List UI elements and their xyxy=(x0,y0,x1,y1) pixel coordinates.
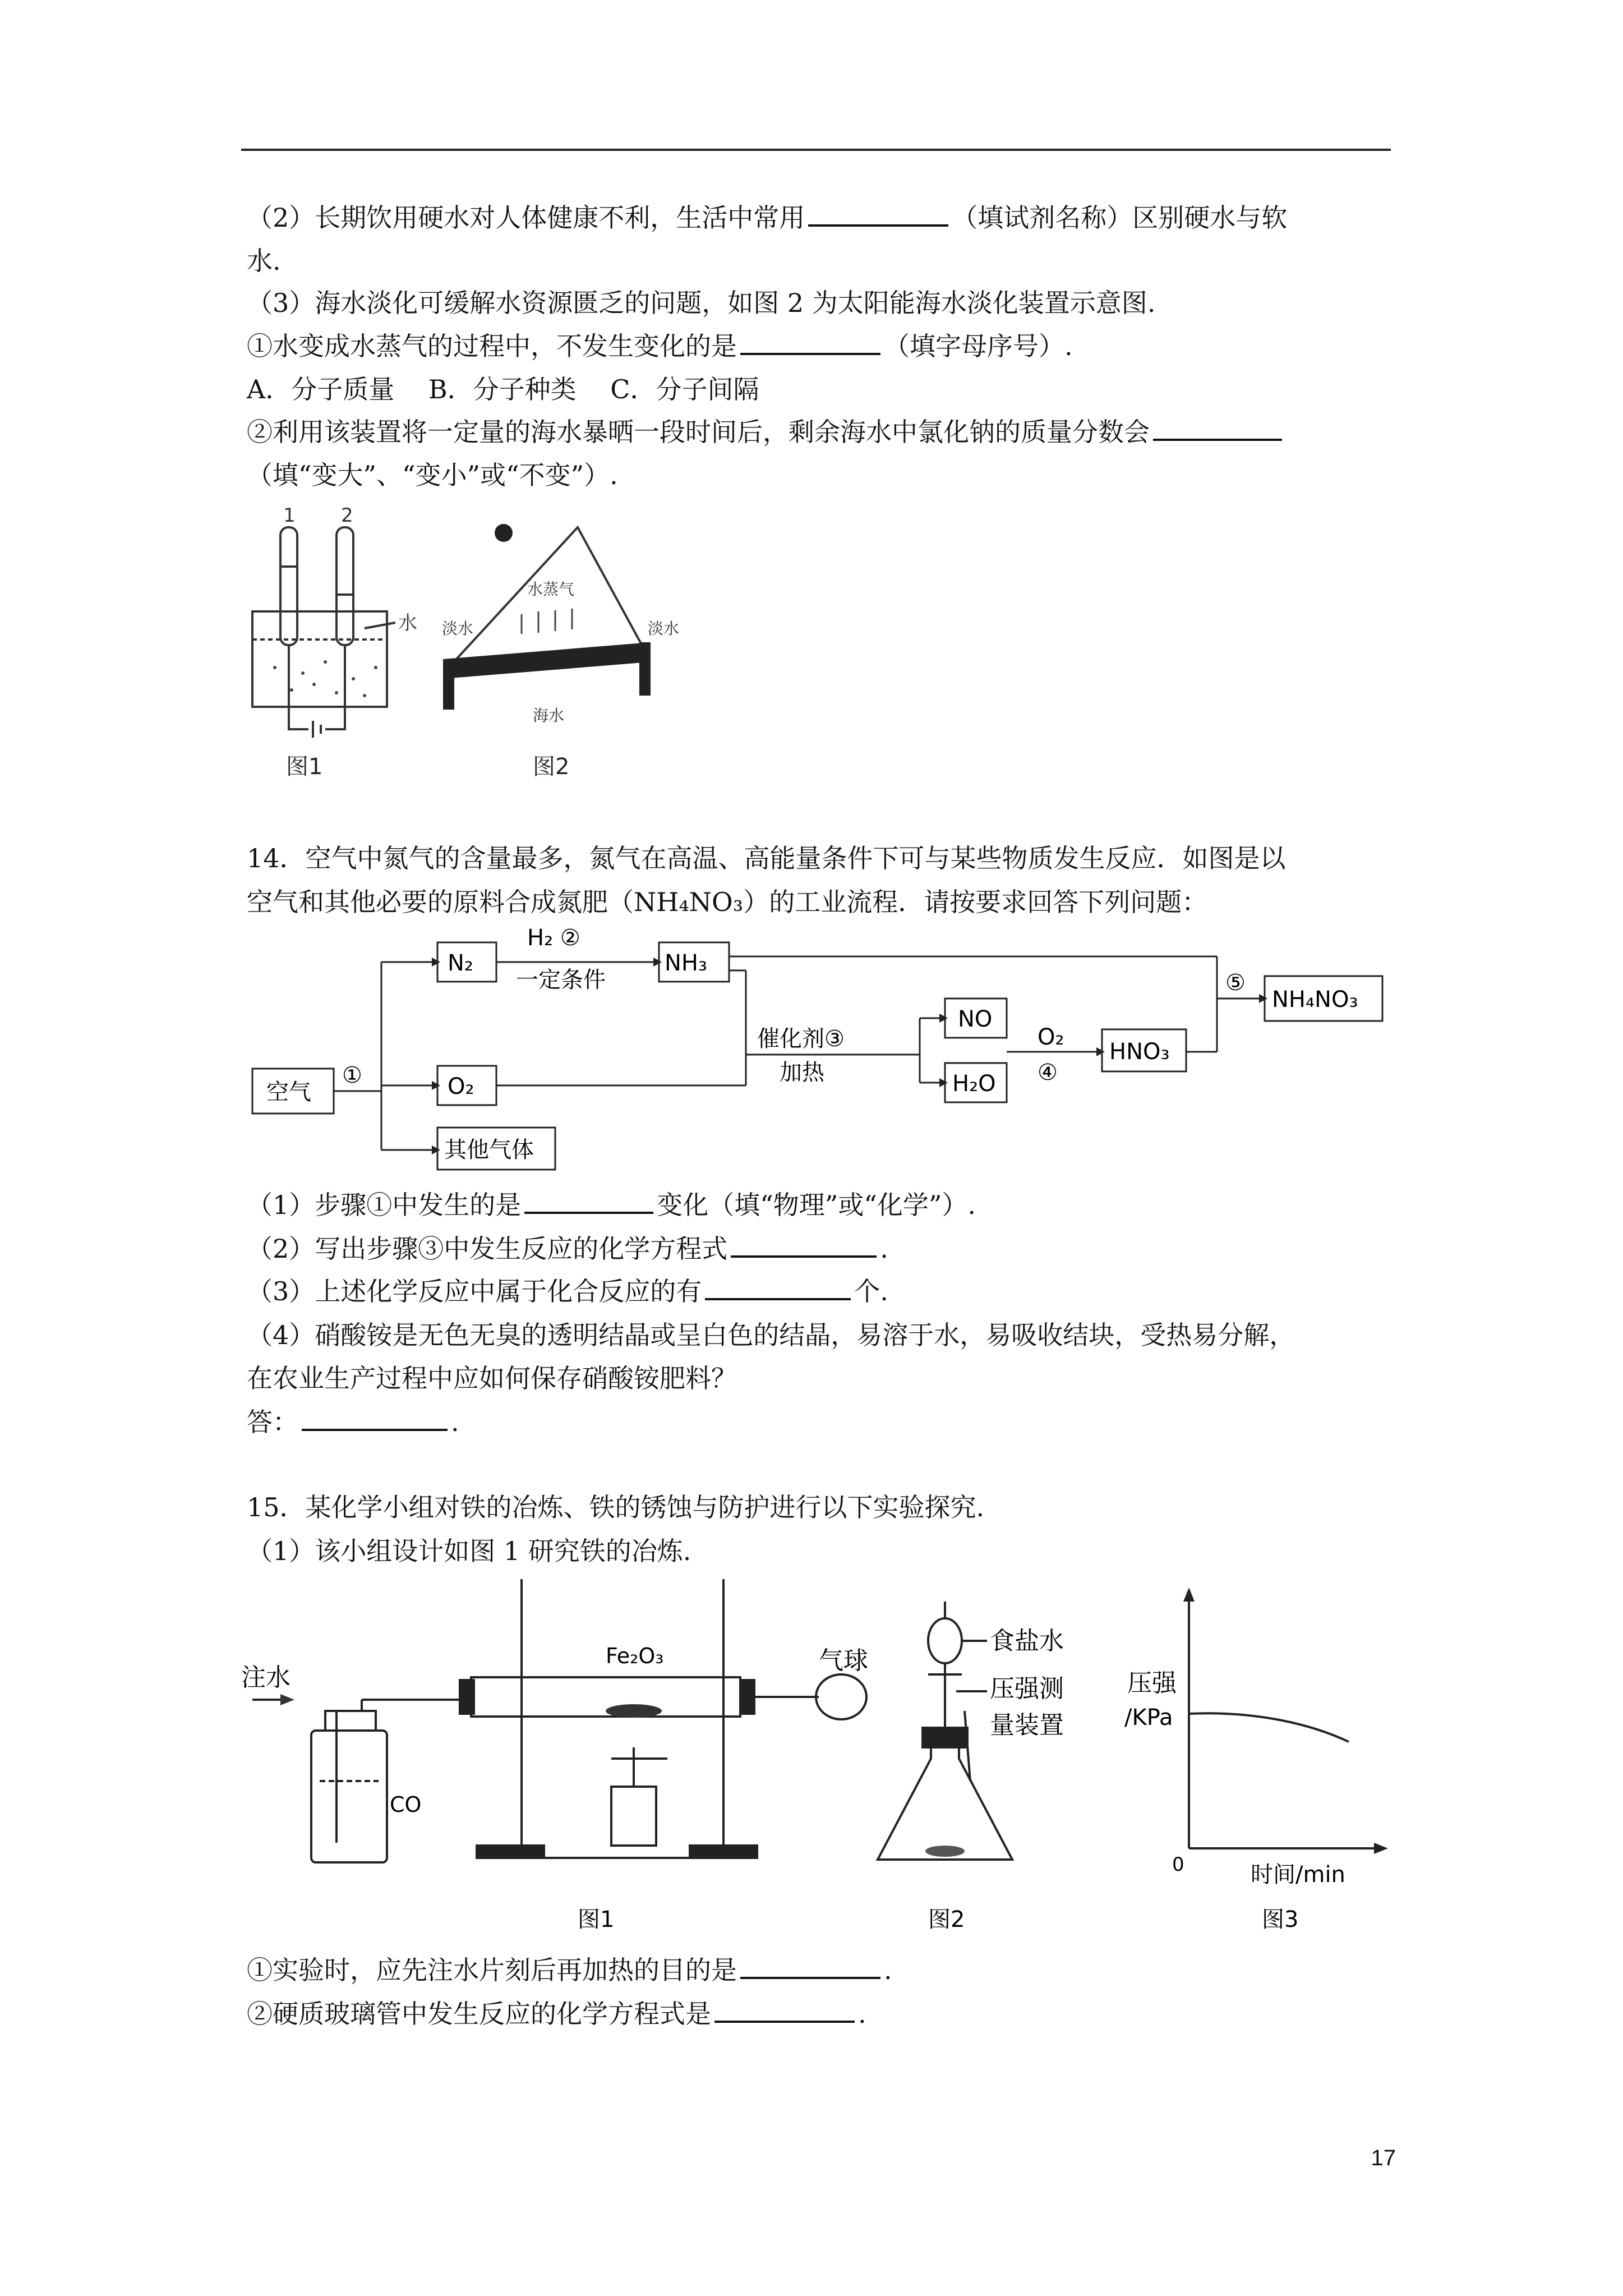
y-axis-label-1: 压强 xyxy=(1127,1669,1177,1697)
q15-stem: 15．某化学小组对铁的冶炼、铁的锈蚀与防护进行以下实验探究. xyxy=(247,1492,985,1522)
answer-blank[interactable] xyxy=(1153,416,1282,441)
flow-cond-2: 一定条件 xyxy=(516,967,606,993)
flow-hno3: HNO₃ xyxy=(1109,1039,1170,1065)
figure-2-label: 图2 xyxy=(533,754,570,780)
flow-step-4: ④ xyxy=(1038,1060,1058,1085)
q14-stem-2: 空气和其他必要的原料合成氮肥（NH₄NO₃）的工业流程．请按要求回答下列问题： xyxy=(247,887,1208,917)
q13-line-2: （2）长期饮用硬水对人体健康不利，生活中常用 （填试剂名称）区别硬水与软 xyxy=(247,203,1288,233)
answer-blank[interactable] xyxy=(714,1998,855,2023)
q14-stem-1: 14．空气中氮气的含量最多，氮气在高温、高能量条件下可与某些物质发生反应．如图是以 xyxy=(247,843,1286,873)
answer-blank[interactable] xyxy=(740,1954,880,1979)
answer-blank[interactable] xyxy=(302,1406,448,1431)
q13-sub-1: ①水变成水蒸气的过程中，不发生变化的是 （填字母序号）. xyxy=(247,331,1073,361)
q15-sub-2: ②硬质玻璃管中发生反应的化学方程式是 . xyxy=(247,1999,866,2029)
q13-options: A．分子质量 B．分子种类 C．分子间隔 xyxy=(247,374,759,404)
balloon-label: 气球 xyxy=(819,1646,868,1675)
flow-air: 空气 xyxy=(266,1079,311,1105)
tube-label-2: 2 xyxy=(341,505,353,527)
electrolysis-apparatus xyxy=(252,527,395,738)
smelting-apparatus xyxy=(252,1579,866,1862)
flow-o2: O₂ xyxy=(448,1074,474,1099)
y-axis-label-2: /KPa xyxy=(1124,1705,1173,1731)
figure-2-label: 图2 xyxy=(928,1907,965,1932)
fresh-water-left: 淡水 xyxy=(442,619,474,638)
q13-sub-2: ②利用该装置将一定量的海水暴晒一段时间后，剩余海水中氯化钠的质量分数会 xyxy=(247,415,1285,449)
q14-answer: 答： . xyxy=(247,1407,459,1437)
pressure-label-1: 压强测 xyxy=(990,1674,1064,1703)
header-rule xyxy=(241,149,1391,151)
q14-a2: （2）写出步骤③中发生反应的化学方程式 . xyxy=(247,1234,888,1264)
flow-n2: N₂ xyxy=(448,950,473,976)
fresh-water-right: 淡水 xyxy=(648,619,680,638)
answer-blank[interactable] xyxy=(524,1189,653,1214)
q13-figures xyxy=(241,505,735,797)
figure-3-label: 图3 xyxy=(1262,1907,1299,1932)
solar-desalination-apparatus xyxy=(443,524,651,710)
q13-sub-2-cont: （填“变大”、“变小”或“不变”）. xyxy=(247,460,618,490)
co-label: CO xyxy=(390,1792,422,1817)
flow-step-3: 催化剂③ xyxy=(757,1026,845,1052)
q14-flowchart xyxy=(241,920,1396,1200)
flow-step-5: ⑤ xyxy=(1225,970,1246,996)
pressure-graph xyxy=(1189,1596,1380,1848)
flow-o2-4: O₂ xyxy=(1038,1024,1064,1050)
flow-nh4no3: NH₄NO₃ xyxy=(1272,987,1358,1013)
answer-blank[interactable] xyxy=(740,330,880,355)
tube-label-1: 1 xyxy=(283,505,296,527)
q14-a3: （3）上述化学反应中属于化合反应的有 个. xyxy=(247,1276,888,1306)
flow-heat-3: 加热 xyxy=(780,1060,824,1085)
x-axis-label: 时间/min xyxy=(1251,1862,1345,1888)
vapor-label: 水蒸气 xyxy=(527,580,575,599)
inject-water-label: 注水 xyxy=(241,1663,291,1692)
figure-1-label: 图1 xyxy=(578,1907,615,1932)
fe2o3-label: Fe₂O₃ xyxy=(606,1644,664,1668)
flow-no: NO xyxy=(958,1006,993,1032)
figure-1-label: 图1 xyxy=(286,754,323,780)
flow-step-1: ① xyxy=(342,1062,362,1088)
flow-step-2: H₂ ② xyxy=(527,925,580,951)
q14-a4-cont: 在农业生产过程中应如何保存硝酸铵肥料？ xyxy=(247,1363,737,1393)
q14-a1: （1）步骤①中发生的是 变化（填“物理”或“化学”）. xyxy=(247,1190,976,1220)
flow-nh3: NH₃ xyxy=(665,950,708,976)
q15-sub-1: ①实验时，应先注水片刻后再加热的目的是 . xyxy=(247,1955,892,1985)
answer-blank[interactable] xyxy=(808,202,948,227)
q14-a4: （4）硝酸铵是无色无臭的透明结晶或呈白色的结晶，易溶于水，易吸收结块，受热易分解， xyxy=(247,1320,1295,1350)
page-number: 17 xyxy=(1371,2146,1396,2170)
origin-label: 0 xyxy=(1172,1853,1184,1876)
q13-line-3: （3）海水淡化可缓解水资源匮乏的问题，如图 2 为太阳能海水淡化装置示意图. xyxy=(247,288,1156,318)
flow-other: 其他气体 xyxy=(444,1137,534,1163)
answer-blank[interactable] xyxy=(731,1233,877,1258)
answer-blank[interactable] xyxy=(705,1276,851,1300)
q13-line-2-cont: 水. xyxy=(247,246,281,276)
brine-label: 食盐水 xyxy=(990,1627,1064,1655)
sea-water-label: 海水 xyxy=(533,706,565,725)
q15-figures xyxy=(241,1579,1396,1961)
water-label: 水 xyxy=(398,612,417,634)
q15-part-1: （1）该小组设计如图 1 研究铁的冶炼. xyxy=(247,1536,691,1566)
flow-h2o: H₂O xyxy=(952,1071,996,1097)
pressure-label-2: 量装置 xyxy=(990,1711,1064,1740)
